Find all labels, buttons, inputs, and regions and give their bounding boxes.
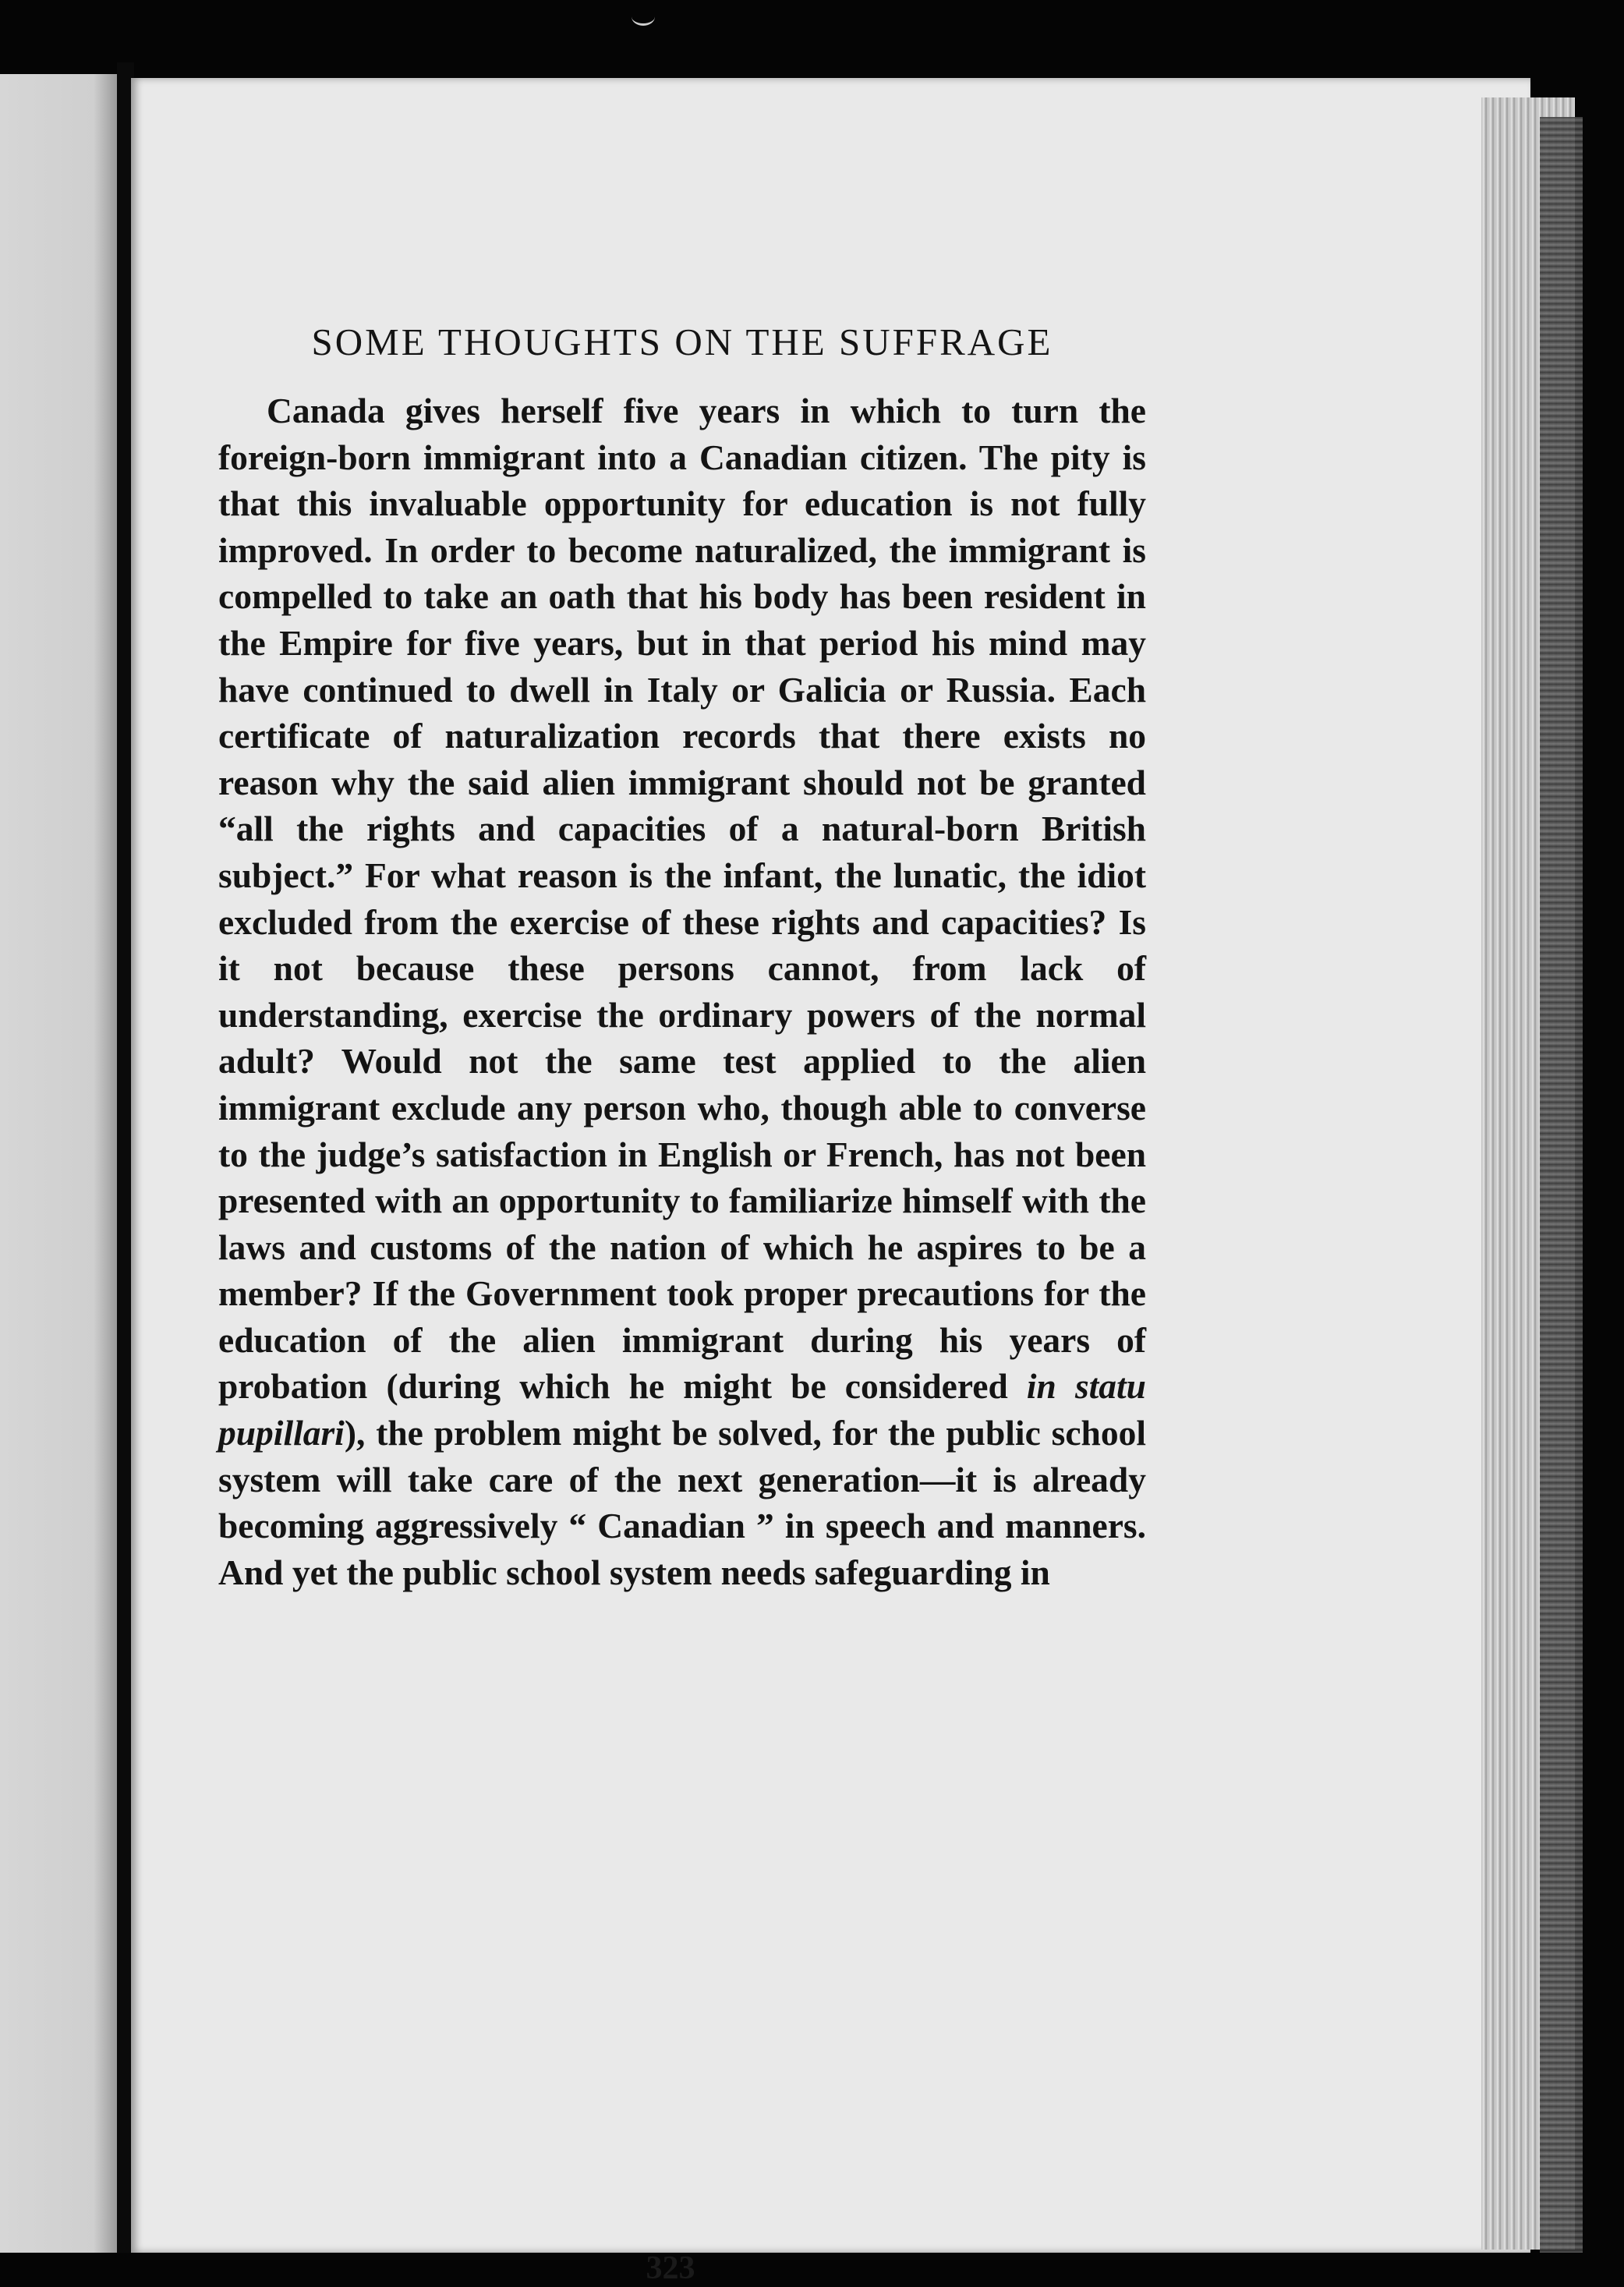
body-paragraph [218, 388, 1146, 1595]
facing-page-edge [0, 74, 117, 2253]
body-text-part-1: Canada gives herself five years in which to turn the foreign-born immigrant into a Canadian citizen. The pity is that this invaluable opportunity for education is not fully improved. In order to become naturalized, the immigrant is compelled to take an oath that his body has been resident in the Empire for five years, but in that period his mind may have continued to dwell in Italy or Galicia or Russia. Each certificate of naturalization records that there exists no reason why the said alien immigrant should not be granted “all the rights and capacities of a natural-born British subject.” For what reason is the infant, the lunatic, the idiot excluded from the exercise of these rights and capacities? Is it not because these persons cannot, from lack of understanding, exercise the ordinary powers of the normal adult? Would not the same test applied to the alien immigrant exclude any person who, though able to converse to the judge’s satisfaction in English or French, has not been presented with an opportunity to familiarize himself with the laws and customs of the nation of which he aspires to be a member? If the Government took proper precautions for the education of the alien immigrant during his years of probation (during which he might be considered [218, 391, 1146, 1407]
page-number: 323 [646, 2250, 695, 2286]
scan-mark [632, 8, 655, 26]
italic-phrase: in statu pupillari [218, 1366, 1146, 1453]
body-text-part-2: ), the problem might be solved, for the public school system will take care of the next generation—it is already becoming aggressively “ Canadian ” in speech and manners. And yet the public school system needs safeguarding in [218, 1413, 1146, 1592]
book-cover-edge [1540, 117, 1583, 2253]
running-head: SOME THOUGHTS ON THE SUFFRAGE [311, 320, 1053, 363]
page-content [218, 320, 1146, 2286]
